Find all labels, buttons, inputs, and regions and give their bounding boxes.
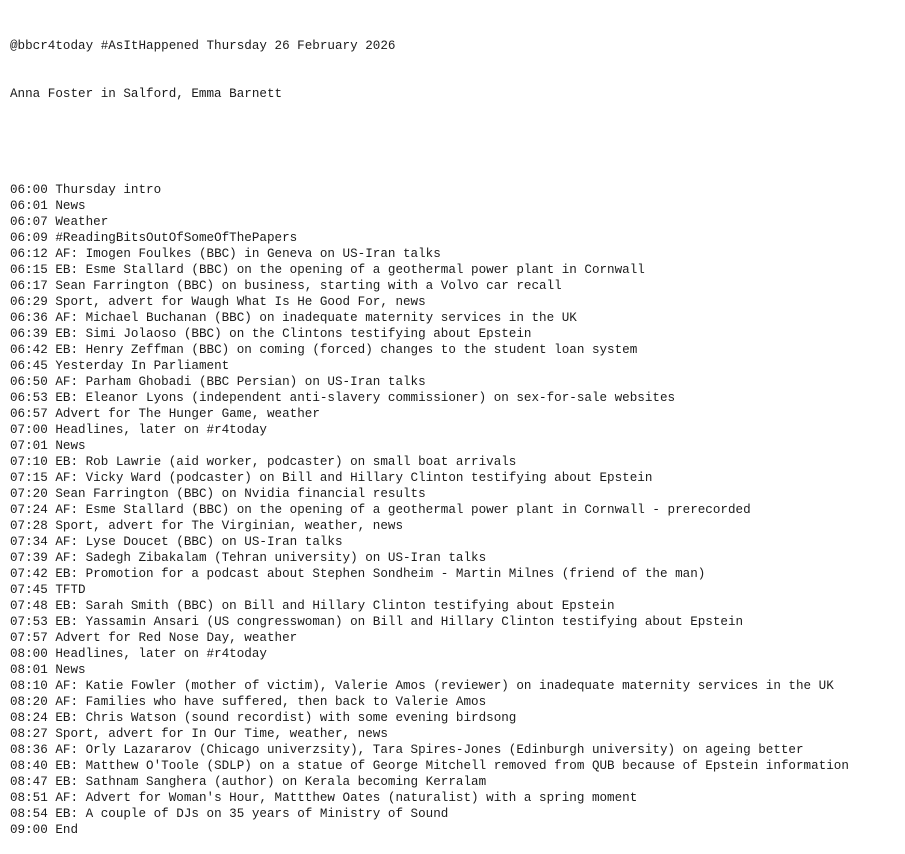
entry-text: EB: Yassamin Ansari (US congresswoman) on Bill and Hillary Clinton testifying about Epstein — [55, 615, 744, 629]
running-order-entry — [10, 230, 905, 246]
running-order-entry — [10, 454, 905, 470]
entry-time: 06:17 — [10, 279, 48, 293]
entry-text: End — [55, 823, 79, 837]
entry-time: 07:39 — [10, 551, 48, 565]
running-order-entry — [10, 806, 905, 822]
entry-time: 08:27 — [10, 727, 48, 741]
running-order-entry — [10, 550, 905, 566]
running-order-entry — [10, 358, 905, 374]
running-order-entry — [10, 342, 905, 358]
entry-time: 07:01 — [10, 439, 48, 453]
entry-time: 07:48 — [10, 599, 48, 613]
entry-time: 06:01 — [10, 199, 48, 213]
entry-text: News — [55, 439, 86, 453]
entry-text: AF: Families who have suffered, then back to Valerie Amos — [55, 695, 487, 709]
running-order-entry — [10, 486, 905, 502]
running-order-entry — [10, 502, 905, 518]
presenters-line: Anna Foster in Salford, Emma Barnett — [10, 87, 283, 101]
running-order-entry — [10, 598, 905, 614]
entry-time: 08:47 — [10, 775, 48, 789]
running-order-entry — [10, 678, 905, 694]
document-title: @bbcr4today #AsItHappened Thursday 26 February 2026 — [10, 39, 396, 53]
entry-text: AF: Imogen Foulkes (BBC) in Geneva on US-Iran talks — [55, 247, 441, 261]
running-order-entry — [10, 742, 905, 758]
running-order-entry — [10, 534, 905, 550]
entry-text: AF: Michael Buchanan (BBC) on inadequate maternity services in the UK — [55, 311, 577, 325]
running-order-entry — [10, 470, 905, 486]
running-order-entry — [10, 646, 905, 662]
entry-time: 07:20 — [10, 487, 48, 501]
entry-text: EB: Chris Watson (sound recordist) with some evening birdsong — [55, 711, 517, 725]
entry-text: Sean Farrington (BBC) on Nvidia financial results — [55, 487, 426, 501]
running-order-entry — [10, 614, 905, 630]
entry-time: 07:10 — [10, 455, 48, 469]
running-order-entry — [10, 422, 905, 438]
running-order-entry — [10, 438, 905, 454]
running-order-entry — [10, 774, 905, 790]
running-order-entry — [10, 310, 905, 326]
entry-time: 07:53 — [10, 615, 48, 629]
entry-time: 06:15 — [10, 263, 48, 277]
entry-time: 06:29 — [10, 295, 48, 309]
running-order-entry — [10, 518, 905, 534]
entry-time: 06:57 — [10, 407, 48, 421]
entry-time: 06:53 — [10, 391, 48, 405]
entry-time: 08:54 — [10, 807, 48, 821]
running-order-entry — [10, 390, 905, 406]
running-order-entry — [10, 822, 905, 838]
running-order-entry — [10, 198, 905, 214]
entry-text: EB: Matthew O'Toole (SDLP) on a statue of George Mitchell removed from QUB because of Epstein information — [55, 759, 849, 773]
entry-text: News — [55, 199, 86, 213]
entry-text: Sean Farrington (BBC) on business, starting with a Volvo car recall — [55, 279, 562, 293]
entry-time: 08:51 — [10, 791, 48, 805]
running-order-entry — [10, 726, 905, 742]
running-order-entry — [10, 262, 905, 278]
entry-text: EB: Simi Jolaoso (BBC) on the Clintons testifying about Epstein — [55, 327, 532, 341]
running-order-entry — [10, 294, 905, 310]
entry-text: EB: Eleanor Lyons (independent anti-slavery commissioner) on sex-for-sale websites — [55, 391, 676, 405]
entry-time: 06:09 — [10, 231, 48, 245]
entry-time: 06:12 — [10, 247, 48, 261]
entry-text: EB: Henry Zeffman (BBC) on coming (forced) changes to the student loan system — [55, 343, 638, 357]
entry-time: 09:00 — [10, 823, 48, 837]
entry-text: Headlines, later on #r4today — [55, 647, 267, 661]
entry-time: 06:50 — [10, 375, 48, 389]
running-order-entry — [10, 182, 905, 198]
entry-text: Weather — [55, 215, 109, 229]
entry-text: Headlines, later on #r4today — [55, 423, 267, 437]
entry-text: Thursday intro — [55, 183, 162, 197]
entry-time: 07:00 — [10, 423, 48, 437]
running-order-entry — [10, 566, 905, 582]
entry-time: 07:24 — [10, 503, 48, 517]
entry-time: 07:28 — [10, 519, 48, 533]
entry-time: 07:34 — [10, 535, 48, 549]
entry-time: 08:36 — [10, 743, 48, 757]
entry-text: EB: Rob Lawrie (aid worker, podcaster) on small boat arrivals — [55, 455, 517, 469]
entry-text: EB: A couple of DJs on 35 years of Ministry of Sound — [55, 807, 449, 821]
entry-text: AF: Esme Stallard (BBC) on the opening of a geothermal power plant in Cornwall - prerecorded — [55, 503, 751, 517]
running-order-entry — [10, 278, 905, 294]
running-order-entry — [10, 710, 905, 726]
entry-text: Advert for The Hunger Game, weather — [55, 407, 320, 421]
entry-time: 08:10 — [10, 679, 48, 693]
entry-text: AF: Advert for Woman's Hour, Mattthew Oates (naturalist) with a spring moment — [55, 791, 638, 805]
entry-time: 08:20 — [10, 695, 48, 709]
entry-text: TFTD — [55, 583, 86, 597]
running-order-entry — [10, 630, 905, 646]
entry-text: Sport, advert for The Virginian, weather, news — [55, 519, 404, 533]
entry-text: AF: Vicky Ward (podcaster) on Bill and Hillary Clinton testifying about Epstein — [55, 471, 653, 485]
entry-time: 06:42 — [10, 343, 48, 357]
running-order-entry — [10, 374, 905, 390]
entry-time: 08:40 — [10, 759, 48, 773]
entry-text: EB: Promotion for a podcast about Stephen Sondheim - Martin Milnes (friend of the man) — [55, 567, 706, 581]
running-order-entry — [10, 694, 905, 710]
entry-time: 06:07 — [10, 215, 48, 229]
running-order-entry — [10, 214, 905, 230]
entry-text: Sport, advert for In Our Time, weather, news — [55, 727, 388, 741]
running-order-entry — [10, 758, 905, 774]
running-order-entry — [10, 246, 905, 262]
entry-text: AF: Parham Ghobadi (BBC Persian) on US-Iran talks — [55, 375, 426, 389]
entry-text: AF: Katie Fowler (mother of victim), Valerie Amos (reviewer) on inadequate maternity services in the UK — [55, 679, 834, 693]
blank-line — [10, 134, 905, 150]
running-order-entry — [10, 790, 905, 806]
entry-time: 07:15 — [10, 471, 48, 485]
entry-time: 06:39 — [10, 327, 48, 341]
entry-text: AF: Orly Lazararov (Chicago univerzsity), Tara Spires-Jones (Edinburgh university) on ageing better — [55, 743, 804, 757]
running-order-entry — [10, 406, 905, 422]
entry-text: EB: Esme Stallard (BBC) on the opening of a geothermal power plant in Cornwall — [55, 263, 645, 277]
entry-time: 07:45 — [10, 583, 48, 597]
entry-text: Sport, advert for Waugh What Is He Good For, news — [55, 295, 426, 309]
entry-time: 08:01 — [10, 663, 48, 677]
entry-time: 07:57 — [10, 631, 48, 645]
entry-time: 08:00 — [10, 647, 48, 661]
entry-text: AF: Sadegh Zibakalam (Tehran university) on US-Iran talks — [55, 551, 487, 565]
entry-text: AF: Lyse Doucet (BBC) on US-Iran talks — [55, 535, 343, 549]
entry-text: News — [55, 663, 86, 677]
entry-time: 06:36 — [10, 311, 48, 325]
entry-time: 08:24 — [10, 711, 48, 725]
entry-text: Advert for Red Nose Day, weather — [55, 631, 298, 645]
entry-text: EB: Sathnam Sanghera (author) on Kerala becoming Kerralam — [55, 775, 487, 789]
entry-text: Yesterday In Parliament — [55, 359, 230, 373]
entry-time: 07:42 — [10, 567, 48, 581]
running-order-entry — [10, 582, 905, 598]
running-order-document — [10, 6, 905, 854]
entry-time: 06:45 — [10, 359, 48, 373]
entry-text: #ReadingBitsOutOfSomeOfThePapers — [55, 231, 298, 245]
running-order-entry — [10, 662, 905, 678]
running-order-entry — [10, 326, 905, 342]
entry-time: 06:00 — [10, 183, 48, 197]
entry-text: EB: Sarah Smith (BBC) on Bill and Hillary Clinton testifying about Epstein — [55, 599, 615, 613]
running-order-list — [10, 182, 905, 838]
